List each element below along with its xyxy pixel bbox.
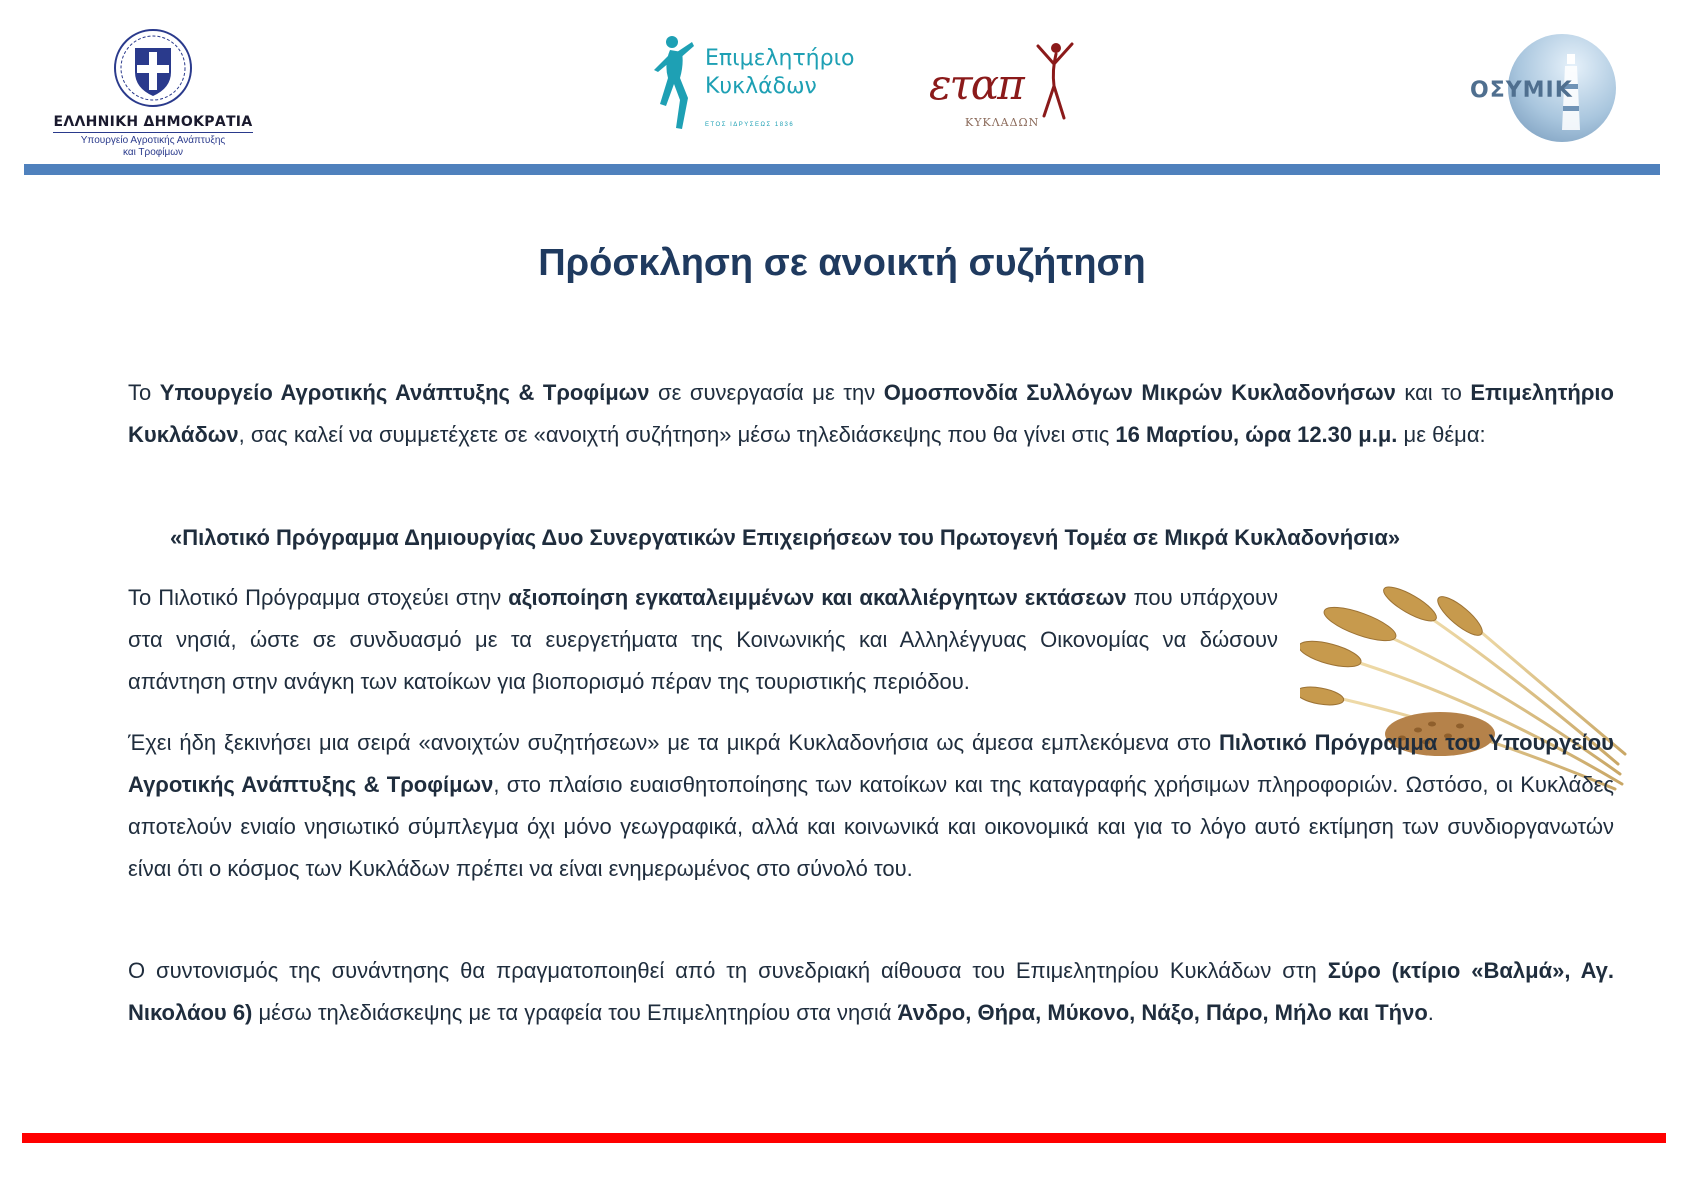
text-run: σε συνεργασία με την bbox=[649, 380, 884, 405]
intro-paragraph bbox=[128, 372, 1614, 456]
text-run: και το bbox=[1395, 380, 1471, 405]
date-time-bold: 16 Μαρτίου, ώρα 12.30 μ.μ. bbox=[1115, 422, 1398, 447]
ministry-line-2: και Τροφίμων bbox=[122, 147, 184, 158]
dancer-figure-icon bbox=[1030, 36, 1080, 126]
federation-bold: Ομοσπονδία Συλλόγων Μικρών Κυκλαδονήσων bbox=[883, 380, 1396, 405]
page-title: Πρόσκληση σε ανοικτή συζήτηση bbox=[538, 242, 1146, 284]
greek-republic-name: ΕΛΛΗΝΙΚΗ ΔΗΜΟΚΡΑΤΙΑ bbox=[53, 114, 253, 130]
chamber-line-2: Κυκλάδων bbox=[705, 74, 817, 99]
chamber-cyclades-logo bbox=[650, 34, 855, 134]
osymik-name: ΟΣΥΜΙΚ bbox=[1470, 78, 1573, 103]
runner-figure-icon bbox=[650, 34, 700, 134]
coordination-paragraph bbox=[128, 950, 1614, 1034]
text-run: . bbox=[1427, 1000, 1434, 1025]
text-run: Έχει ήδη ξεκινήσει μια σειρά «ανοιχτών συζητήσεων» με τα μικρά Κυκλαδονήσια ως άμεσα εμπλεκόμενα στο bbox=[128, 730, 1220, 755]
text-run: Ο συντονισμός της συνάντησης θα πραγματοποιηθεί από τη συνεδριακή αίθουσα του Επιμελητηρίου Κυκλάδων στη bbox=[128, 958, 1328, 983]
text-run: Το Πιλοτικό Πρόγραμμα στοχεύει στην bbox=[128, 585, 509, 610]
text-run: , στο πλαίσιο ευαισθητοποίησης των κατοίκων και της καταγραφής χρήσιμων πληροφοριών. Ωστόσο, οι Κυκλάδες αποτελούν ενιαίο νησιωτικό σύμπλεγμα όχι μόνο γεωγραφικά, αλλά και κοινωνικά και οικονομικά και για το λόγο αυτό εκτίμηση των συνδιοργανωτών είναι ότι ο κόσμος των Κυκλάδων πρέπει να είναι ενημερωμένος στο σύνολό του. bbox=[128, 772, 1614, 881]
etap-wordmark: εταπ bbox=[929, 60, 1023, 109]
ministry-bold: Υπουργείο Αγροτικής Ανάπτυξης & Τροφίμων bbox=[159, 380, 650, 405]
greek-republic-logo bbox=[48, 28, 258, 158]
footer-rule bbox=[22, 1133, 1666, 1143]
ministry-name bbox=[53, 132, 253, 159]
location-bold: Σύρο (κτίριο «Βαλμά», Αγ. Νικολάου 6) bbox=[128, 958, 1614, 1025]
ministry-line-1: Υπουργείο Αγροτικής Ανάπτυξης bbox=[80, 135, 226, 146]
text-run: που υπάρχουν στα νησιά, ώστε σε συνδυασμό με τα ευεργετήματα της Κοινωνικής και Αλληλέγγυας Οικονομίας να δώσουν απάντηση στην ανάγκη των κατοίκων για βιοπορισμό πέραν της τουριστικής περιόδου. bbox=[128, 585, 1279, 694]
chamber-line-1: Επιμελητήριο bbox=[705, 46, 855, 71]
etap-logo bbox=[925, 36, 1085, 136]
islands-bold: Άνδρο, Θήρα, Μύκονο, Νάξο, Πάρο, Μήλο και Τήνο bbox=[897, 1000, 1428, 1025]
program-goal-paragraph bbox=[128, 577, 1278, 703]
program-bold: Πιλοτικό Πρόγραμμα του Υπουργείου Αγροτικής Ανάπτυξης & Τροφίμων bbox=[128, 730, 1614, 797]
goal-bold: αξιοποίηση εγκαταλειμμένων και ακαλλιέργητων εκτάσεων bbox=[508, 585, 1127, 610]
header-rule bbox=[24, 164, 1660, 175]
text-run: μέσω τηλεδιάσκεψης με τα γραφεία του Επιμελητηρίου στα νησιά bbox=[252, 1000, 898, 1025]
etap-subtitle: ΚΥΚΛΑΔΩΝ bbox=[965, 116, 1040, 129]
text-run: Το bbox=[128, 380, 160, 405]
discussions-paragraph bbox=[128, 722, 1614, 890]
chamber-founded: ΕΤΟΣ ΙΔΡΥΣΕΩΣ 1836 bbox=[705, 122, 795, 128]
osymik-logo bbox=[1470, 30, 1620, 140]
text-run: , σας καλεί να συμμετέχετε σε «ανοιχτή συζήτηση» μέσω τηλεδιάσκεψης που θα γίνει στις bbox=[238, 422, 1116, 447]
subject-heading: «Πιλοτικό Πρόγραμμα Δημιουργίας Δυο Συνεργατικών Επιχειρήσεων του Πρωτογενή Τομέα σε Μικρά Κυκλαδονήσια» bbox=[170, 525, 1401, 550]
chamber-bold: Επιμελητήριο Κυκλάδων bbox=[128, 380, 1614, 447]
greek-coat-of-arms-icon bbox=[113, 28, 193, 108]
text-run: με θέμα: bbox=[1397, 422, 1486, 447]
